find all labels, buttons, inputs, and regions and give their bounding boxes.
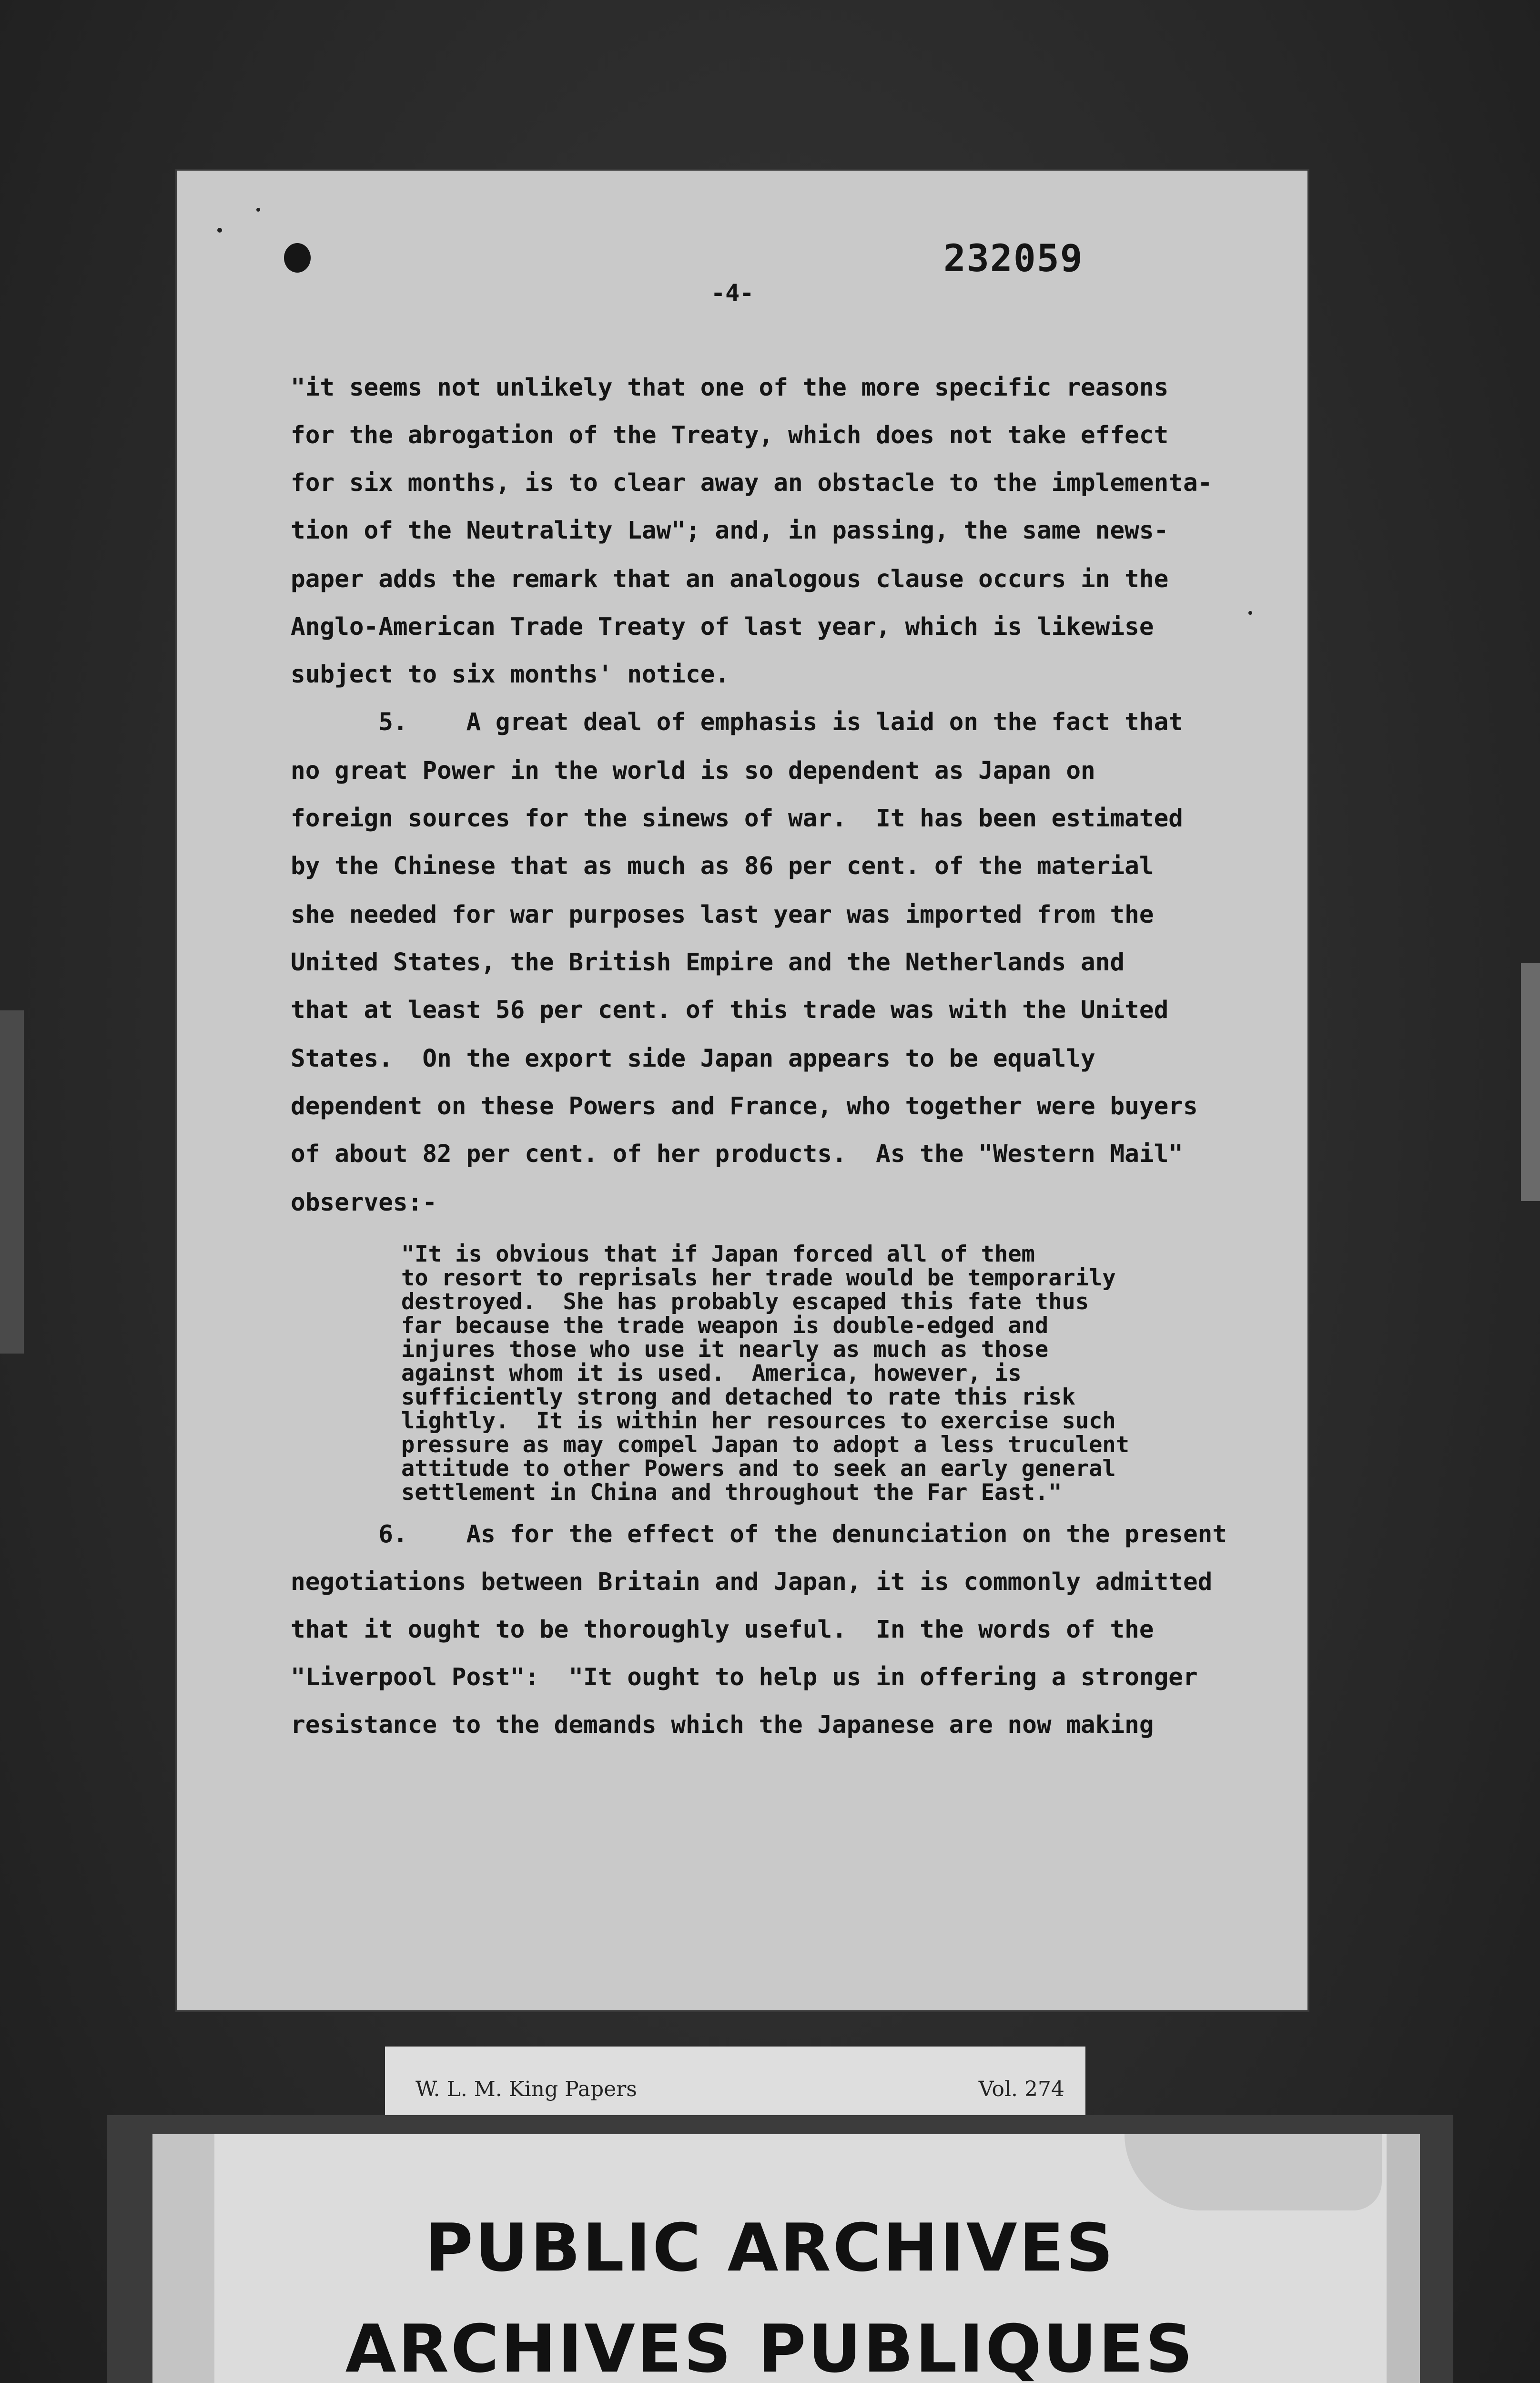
- body-line: tion of the Neutrality Law"; and, in passing, the same news-: [291, 517, 1169, 545]
- body-line: she needed for war purposes last year was imported from the: [291, 901, 1154, 929]
- quote-line: destroyed. She has probably escaped this fate thus: [401, 1289, 1089, 1315]
- quote-line: attitude to other Powers and to seek an early general: [401, 1456, 1116, 1482]
- film-edge-left: [0, 1010, 24, 1354]
- body-line: resistance to the demands which the Japanese are now making: [291, 1711, 1154, 1739]
- document-number: 232059: [943, 237, 1084, 280]
- archive-title-fr: ARCHIVES PUBLIQUES: [345, 2311, 1195, 2383]
- quote-line: injures those who use it nearly as much as those: [401, 1336, 1049, 1363]
- speck: [1248, 611, 1252, 615]
- paragraph-6-start: 6. As for the effect of the denunciation on the present: [291, 1520, 1227, 1548]
- body-line: no great Power in the world is so dependent as Japan on: [291, 757, 1095, 785]
- quote-line: to resort to reprisals her trade would be temporarily: [401, 1265, 1116, 1291]
- body-line: negotiations between Britain and Japan, it is commonly admitted: [291, 1568, 1213, 1596]
- body-line: observes:-: [291, 1189, 437, 1217]
- body-line: "it seems not unlikely that one of the more specific reasons: [291, 374, 1169, 402]
- body-line: that at least 56 per cent. of this trade was with the United: [291, 996, 1169, 1024]
- body-line: of about 82 per cent. of her products. As the "Western Mail": [291, 1140, 1183, 1168]
- body-line: States. On the export side Japan appears to be equally: [291, 1045, 1095, 1073]
- quote-line: lightly. It is within her resources to exercise such: [401, 1408, 1116, 1434]
- body-line: for the abrogation of the Treaty, which does not take effect: [291, 421, 1169, 449]
- quote-line: sufficiently strong and detached to rate this risk: [401, 1384, 1075, 1410]
- paragraph-5-start: 5. A great deal of emphasis is laid on the fact that: [291, 708, 1183, 736]
- body-line: Anglo-American Trade Treaty of last year, which is likewise: [291, 613, 1154, 641]
- body-line: paper adds the remark that an analogous clause occurs in the: [291, 565, 1169, 593]
- body-line: that it ought to be thoroughly useful. In the words of the: [291, 1616, 1154, 1644]
- tape-piece: [1125, 2134, 1382, 2210]
- body-line: for six months, is to clear away an obstacle to the implementa-: [291, 469, 1213, 497]
- quote-line: "It is obvious that if Japan forced all of them: [401, 1241, 1035, 1267]
- quote-line: pressure as may compel Japan to adopt a less truculent: [401, 1432, 1130, 1458]
- archive-title-en: PUBLIC ARCHIVES: [425, 2210, 1115, 2286]
- body-line: dependent on these Powers and France, who together were buyers: [291, 1092, 1198, 1120]
- page-number: -4-: [711, 279, 754, 307]
- quote-line: far because the trade weapon is double-edged and: [401, 1313, 1049, 1339]
- speck: [256, 208, 260, 212]
- speck: [217, 228, 222, 233]
- body-line: by the Chinese that as much as 86 per cent. of the material: [291, 852, 1154, 880]
- film-edge-right: [1521, 963, 1540, 1201]
- body-line: United States, the British Empire and the Netherlands and: [291, 948, 1125, 977]
- body-line: subject to six months' notice.: [291, 661, 730, 689]
- body-line: foreign sources for the sinews of war. It has been estimated: [291, 805, 1183, 833]
- collection-name: W. L. M. King Papers: [415, 2077, 637, 2101]
- body-line: "Liverpool Post": "It ought to help us in offering a stronger: [291, 1663, 1198, 1691]
- quote-line: against whom it is used. America, however, is: [401, 1360, 1022, 1386]
- punch-hole: [284, 243, 311, 273]
- volume-number: Vol. 274: [978, 2077, 1064, 2101]
- quote-line: settlement in China and throughout the Far East.": [401, 1479, 1062, 1506]
